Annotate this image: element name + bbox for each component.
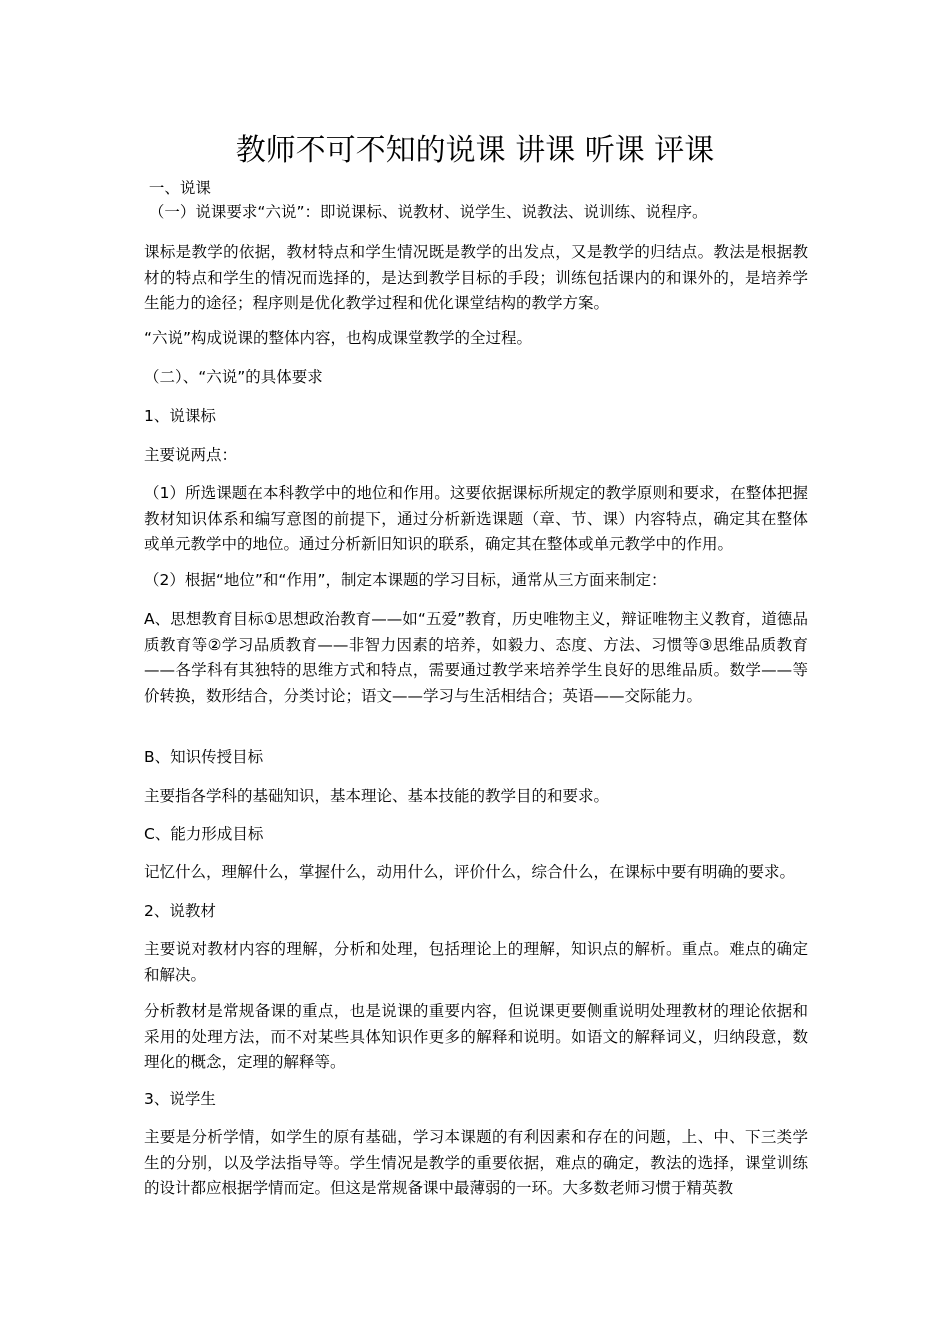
item-heading [144, 404, 808, 430]
paragraph [144, 443, 808, 469]
paragraph-text: 主要说两点： [144, 446, 238, 464]
section-heading-shuoke [144, 176, 808, 202]
paragraph-text: 主要指各学科的基础知识，基本理论、基本技能的教学目的和要求。 [144, 787, 610, 805]
paragraph-text: 分析教材是常规备课的重点，也是说课的重要内容，但说课更要侧重说明处理教材的理论依据和采用的处理方法，而不对某些具体知识作更多的解释和说明。如语文的解释词义，归纳段意，数理化的概念，定理的解释等。 [144, 1002, 808, 1071]
paragraph-text: 2、说教材 [144, 902, 216, 920]
paragraph [144, 937, 808, 988]
paragraph [144, 240, 808, 317]
paragraph-text: （2）根据“地位”和“作用”，制定本课题的学习目标，通常从三方面来制定： [144, 571, 667, 589]
subsection-heading [144, 365, 808, 391]
subsection-requirements [144, 200, 808, 226]
heading-line: 一、说课 [144, 179, 211, 197]
paragraph-text: 主要说对教材内容的理解，分析和处理，包括理论上的理解，知识点的解析。重点。难点的确定和解决。 [144, 940, 808, 984]
paragraph-text: C、能力形成目标 [144, 825, 264, 843]
paragraph [144, 481, 808, 558]
paragraph [144, 860, 808, 886]
paragraph-text: 3、说学生 [144, 1090, 216, 1108]
paragraph [144, 326, 808, 352]
paragraph-text: 主要是分析学情，如学生的原有基础，学习本课题的有利因素和存在的问题，上、中、下三类学生的分别，以及学法指导等。学生情况是教学的重要依据，难点的确定，教法的选择，课堂训练的设计都应根据学情而定。但这是常规备课中最薄弱的一环。大多数老师习惯于精英教 [144, 1128, 808, 1197]
paragraph [144, 607, 808, 709]
item-heading [144, 899, 808, 925]
document-title: 教师不可不知的说课 讲课 听课 评课 [235, 133, 715, 168]
paragraph-text: 1、说课标 [144, 407, 216, 425]
item-heading [144, 822, 808, 848]
paragraph [144, 568, 808, 594]
paragraph [144, 784, 808, 810]
heading-line: （一）说课要求“六说”：即说课标、说教材、说学生、说教法、说训练、说程序。 [144, 203, 708, 221]
item-heading [144, 1087, 808, 1113]
paragraph-text: 记忆什么，理解什么，掌握什么，动用什么，评价什么，综合什么，在课标中要有明确的要求。 [144, 863, 796, 881]
paragraph-text: “六说”构成说课的整体内容，也构成课堂教学的全过程。 [144, 329, 533, 347]
item-heading [144, 745, 808, 771]
paragraph-text: （二）、“六说”的具体要求 [144, 368, 323, 386]
paragraph [144, 999, 808, 1076]
paragraph-text: （1）所选课题在本科教学中的地位和作用。这要依据课标所规定的教学原则和要求，在整体把握教材知识体系和编写意图的前提下，通过分析新选课题（章、节、课）内容特点，确定其在整体或单元教学中的地位。通过分析新旧知识的联系，确定其在整体或单元教学中的作用。 [144, 484, 808, 553]
paragraph-text: 课标是教学的依据，教材特点和学生情况既是教学的出发点，又是教学的归结点。教法是根据教材的特点和学生的情况而选择的，是达到教学目标的手段；训练包括课内的和课外的，是培养学生能力的途径；程序则是优化教学过程和优化课堂结构的教学方案。 [144, 243, 808, 312]
paragraph-text: B、知识传授目标 [144, 748, 264, 766]
paragraph [144, 1125, 808, 1202]
paragraph-text: A、思想教育目标①思想政治教育——如“五爱”教育，历史唯物主义，辩证唯物主义教育，道德品质教育等②学习品质教育——非智力因素的培养，如毅力、态度、方法、习惯等③思维品质教育——各学科有其独特的思维方式和特点，需要通过教学来培养学生良好的思维品质。数学——等价转换，数形结合，分类讨论；语文——学习与生活相结合；英语——交际能力。 [144, 610, 808, 705]
